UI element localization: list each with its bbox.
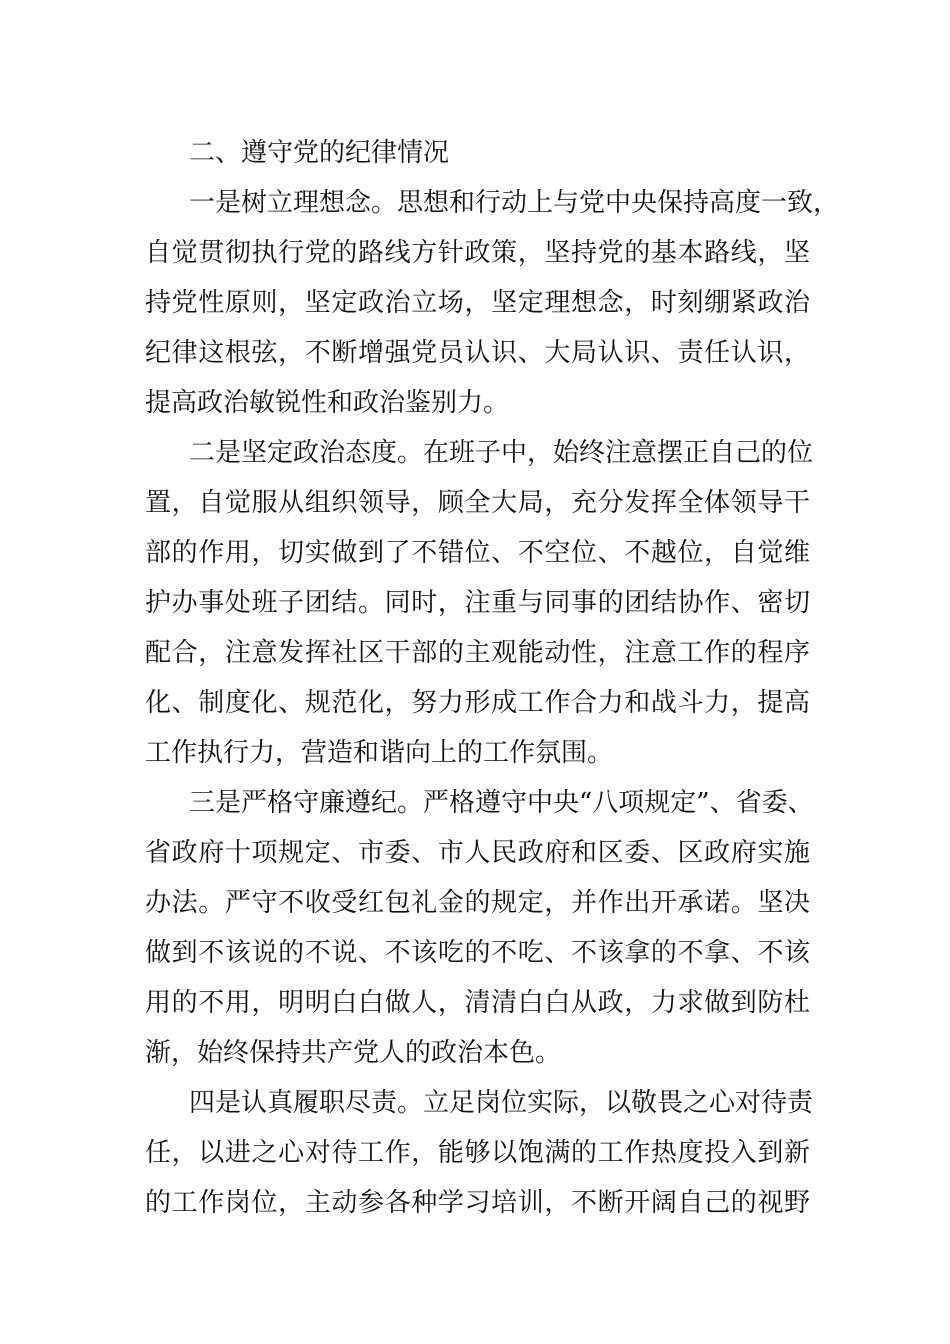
paragraph-4 — [145, 1078, 814, 1228]
paragraph-line: 省政府十项规定、市委、市人民政府和区委、区政府实施 — [145, 838, 810, 868]
paragraph-line: 办法。严守不收受红包礼金的规定，并作出开承诺。坚决 — [145, 888, 810, 918]
document-body — [145, 128, 840, 1228]
paragraph-line: 纪律这根弦，不断增强党员认识、大局认识、责任认识， — [145, 338, 810, 368]
paragraph-line: 做到不该说的不说、不该吃的不吃、不该拿的不拿、不该 — [145, 938, 810, 968]
paragraph-line: 渐，始终保持共产党人的政治本色。 — [145, 1038, 562, 1068]
paragraph-3 — [145, 778, 814, 1078]
paragraph-line: 持党性原则，坚定政治立场，坚定理想念，时刻绷紧政治 — [145, 288, 810, 318]
paragraph-line: 自觉贯彻执行党的路线方针政策，坚持党的基本路线，坚 — [145, 238, 810, 268]
paragraph-line: 化、制度化、规范化，努力形成工作合力和战斗力，提高 — [145, 688, 810, 718]
paragraph-line: 工作执行力，营造和谐向上的工作氛围。 — [145, 738, 614, 768]
paragraph-line: 用的不用，明明白白做人，清清白白从政，力求做到防杜 — [145, 988, 810, 1018]
paragraph-1 — [145, 178, 840, 428]
paragraph-line: 提高政治敏锐性和政治鉴别力。 — [145, 388, 510, 418]
paragraph-line: 置，自觉服从组织领导，顾全大局，充分发挥全体领导干 — [145, 488, 810, 518]
paragraph-line: 任，以进之心对待工作，能够以饱满的工作热度投入到新 — [145, 1138, 810, 1168]
paragraph-line: 三是严格守廉遵纪。严格遵守中央“八项规定”、省委、 — [189, 788, 814, 818]
paragraph-line: 四是认真履职尽责。立足岗位实际，以敬畏之心对待责 — [189, 1088, 814, 1118]
paragraph-2 — [145, 428, 814, 778]
paragraph-line: 一是树立理想念。思想和行动上与党中央保持高度一致， — [189, 188, 840, 218]
paragraph-line: 的工作岗位，主动参各种学习培训，不断开阔自己的视野 — [145, 1188, 810, 1218]
section-heading: 二、遵守党的纪律情况 — [189, 138, 450, 168]
paragraph-line: 部的作用，切实做到了不错位、不空位、不越位，自觉维 — [145, 538, 810, 568]
paragraph-line: 配合，注意发挥社区干部的主观能动性，注意工作的程序 — [145, 638, 810, 668]
paragraph-line: 护办事处班子团结。同时，注重与同事的团结协作、密切 — [145, 588, 810, 618]
paragraph-line: 二是坚定政治态度。在班子中，始终注意摆正自己的位 — [189, 438, 814, 468]
